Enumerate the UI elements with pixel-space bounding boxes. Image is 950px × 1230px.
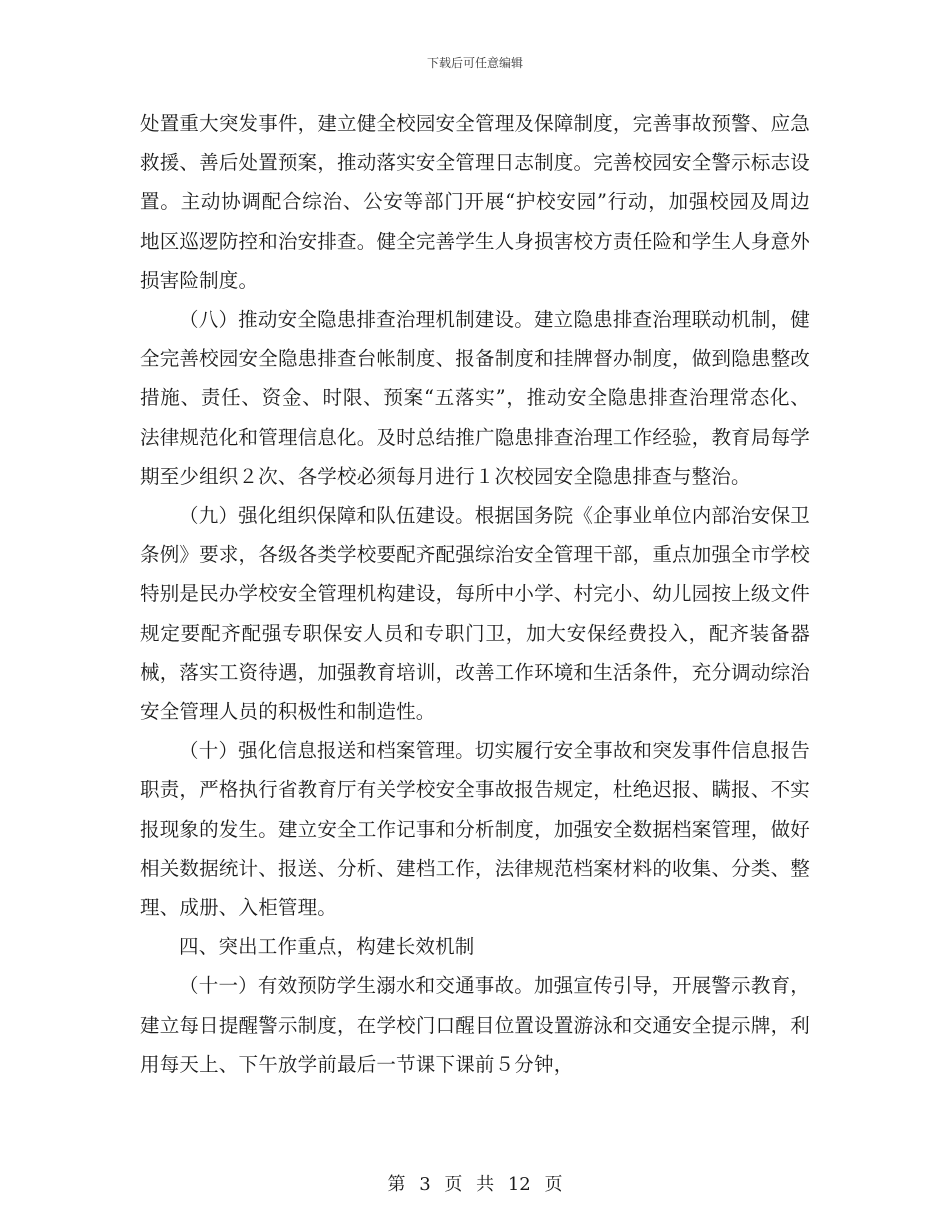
page-footer: 第 3 页 共 12 页 xyxy=(387,1174,563,1195)
document-body xyxy=(140,104,810,1084)
paragraph-4: （十）强化信息报送和档案管理。切实履行安全事故和突发事件信息报告职责，严格执行省教育厅有关学校安全事故报告规定，杜绝迟报、瞒报、不实报现象的发生。建立安全工作记事和分析制度，加强安全数据档案管理，做好相关数据统计、报送、分析、建档工作，法律规范档案材料的收集、分类、整理、成册、入柜管理。 xyxy=(140,739,810,920)
section-heading: 四、突出工作重点，构建长效机制 xyxy=(179,935,475,959)
page-header: 下载后可任意编辑 xyxy=(426,56,523,70)
paragraph-3: （九）强化组织保障和队伍建设。根据国务院《企事业单位内部治安保卫条例》要求，各级各类学校要配齐配强综治安全管理干部，重点加强全市学校特别是民办学校安全管理机构建设，每所中小学、村完小、幼儿园按上级文件规定要配齐配强专职保安人员和专职门卫，加大安保经费投入，配齐装备器械，落实工资待遇，加强教育培训，改善工作环境和生活条件，充分调动综治安全管理人员的积极性和制造性。 xyxy=(140,504,810,724)
paragraph-2: （八）推动安全隐患排查治理机制建设。建立隐患排查治理联动机制，健全完善校园安全隐患排查台帐制度、报备制度和挂牌督办制度，做到隐患整改措施、责任、资金、时限、预案“五落实”，推动安全隐患排查治理常态化、法律规范化和管理信息化。及时总结推广隐患排查治理工作经验，教育局每学期至少组织２次、各学校必须每月进行１次校园安全隐患排查与整治。 xyxy=(140,308,810,488)
paragraph-6: （十一）有效预防学生溺水和交通事故。加强宣传引导，开展警示教育，建立每日提醒警示制度，在学校门口醒目位置设置游泳和交通安全提示牌，利用每天上、下午放学前最后一节课下课前５分钟， xyxy=(140,974,810,1076)
paragraph-1: 处置重大突发事件，建立健全校园安全管理及保障制度，完善事故预警、应急救援、善后处置预案，推动落实安全管理日志制度。完善校园安全警示标志设置。主动协调配合综治、公安等部门开展“护校安园”行动，加强校园及周边地区巡逻防控和治安排查。健全完善学生人身损害校方责任险和学生人身意外损害险制度。 xyxy=(140,112,810,292)
